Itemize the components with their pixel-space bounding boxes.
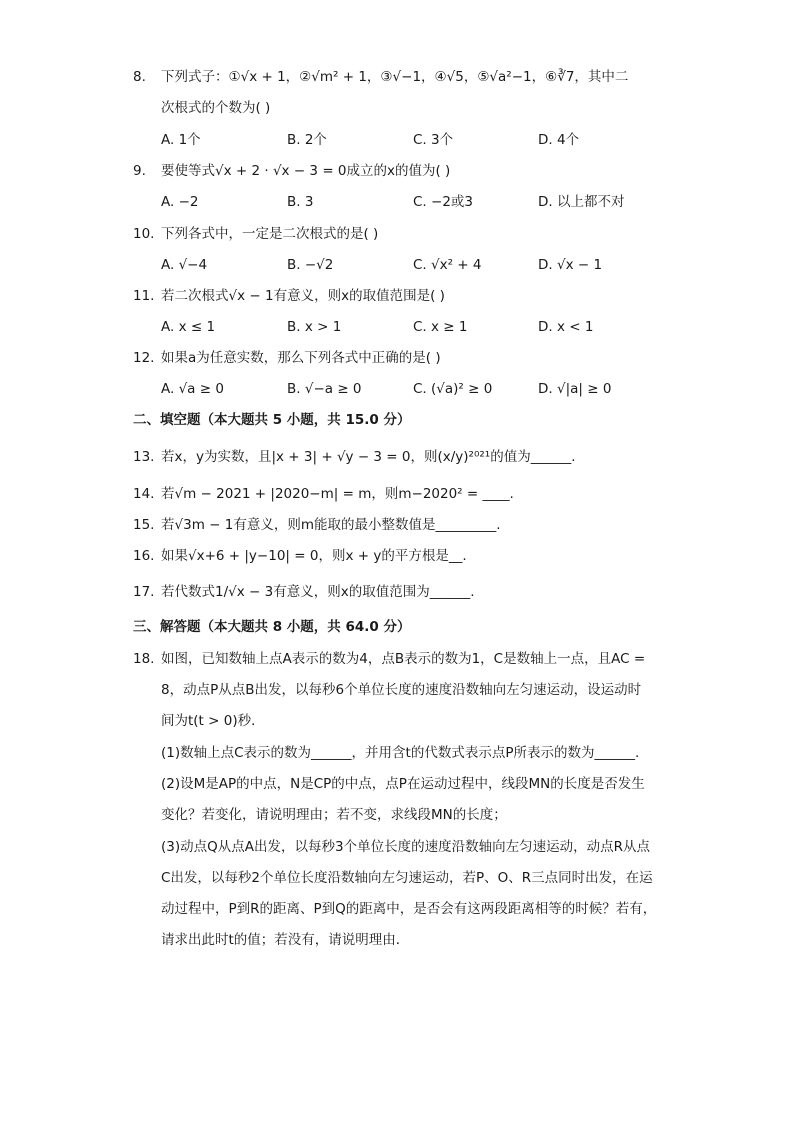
question-text: 间为t(t > 0)秒． [161, 713, 265, 729]
question-text: 若√3m − 1有意义，则m能取的最小整数值是_________. [161, 517, 501, 533]
question-text: 次根式的个数为( ) [161, 100, 271, 116]
question-number: 17. [133, 584, 155, 600]
question-text: 要使等式√x + 2 · √x − 3 = 0成立的x的值为( ) [161, 163, 451, 179]
sub-question: (2)设M是AP的中点，N是CP的中点，点P在运动过程中，线段MN的长度是否发生 [161, 776, 645, 792]
question-number: 14. [133, 486, 155, 502]
sub-question: (1)数轴上点C表示的数为______，并用含t的代数式表示点P所表示的数为______. [161, 745, 640, 761]
question-text: 若二次根式√x − 1有意义，则x的取值范围是( ) [161, 288, 445, 304]
question-number: 13. [133, 449, 155, 465]
question-text: 8，动点P从点B出发，以每秒6个单位长度的速度沿数轴向左匀速运动，设运动时 [161, 682, 642, 698]
option-b: B. −√2 [287, 257, 334, 273]
option-b: B. √−a ≥ 0 [287, 381, 362, 397]
option-b: B. 2个 [287, 132, 327, 148]
section-heading: 三、解答题（本大题共 8 小题，共 64.0 分） [133, 619, 411, 635]
option-c: C. −2或3 [413, 194, 473, 210]
question-number: 9. [133, 163, 146, 179]
question-text: 下列各式中，一定是二次根式的是( ) [161, 226, 379, 242]
sub-question: (3)动点Q从点A出发，以每秒3个单位长度的速度沿数轴向左匀速运动，动点R从点 [161, 839, 650, 855]
sub-question: 请求出此时t的值；若没有，请说明理由． [161, 932, 410, 948]
option-c: C. x ≥ 1 [413, 319, 468, 335]
option-a: A. 1个 [161, 132, 201, 148]
question-number: 16. [133, 548, 155, 564]
option-c: C. (√a)² ≥ 0 [413, 381, 493, 397]
question-number: 12. [133, 350, 155, 366]
question-number: 18. [133, 651, 155, 667]
sub-question: 变化？若变化，请说明理由；若不变，求线段MN的长度； [161, 807, 507, 823]
question-number: 11. [133, 288, 155, 304]
question-text: 如果a为任意实数，那么下列各式中正确的是( ) [161, 350, 441, 366]
question-text: 若代数式1/√x − 3有意义，则x的取值范围为______. [161, 584, 475, 600]
option-c: C. 3个 [413, 132, 454, 148]
option-d: D. √|a| ≥ 0 [538, 381, 612, 397]
section-heading: 二、填空题（本大题共 5 小题，共 15.0 分） [133, 412, 411, 428]
option-d: D. √x − 1 [538, 257, 603, 273]
option-d: D. 以上都不对 [538, 194, 625, 210]
question-number: 8. [133, 69, 146, 85]
question-text: 如图，已知数轴上点A表示的数为4，点B表示的数为1，C是数轴上一点，且AC = [161, 651, 646, 667]
option-b: B. 3 [287, 194, 314, 210]
option-c: C. √x² + 4 [413, 257, 482, 273]
question-text: 如果√x+6 + |y−10| = 0，则x + y的平方根是__. [161, 548, 467, 564]
question-text: 若√m − 2021 + |2020−m| = m，则m−2020² = ____. [161, 486, 514, 502]
sub-question: 动过程中，P到R的距离、P到Q的距离中，是否会有这两段距离相等的时候？若有， [161, 901, 657, 917]
sub-question: C出发，以每秒2个单位长度沿数轴向左匀速运动，若P、O、R三点同时出发，在运 [161, 870, 653, 886]
question-text: 下列式子：①√x + 1，②√m² + 1，③√−1，④√5，⑤√a²−1，⑥∛7，其中二 [161, 69, 629, 85]
option-a: A. x ≤ 1 [161, 319, 216, 335]
question-number: 15. [133, 517, 155, 533]
question-number: 10. [133, 226, 155, 242]
option-d: D. 4个 [538, 132, 580, 148]
option-a: A. √a ≥ 0 [161, 381, 224, 397]
option-a: A. −2 [161, 194, 199, 210]
option-d: D. x < 1 [538, 319, 594, 335]
option-b: B. x > 1 [287, 319, 342, 335]
option-a: A. √−4 [161, 257, 208, 273]
question-text: 若x，y为实数，且|x + 3| + √y − 3 = 0，则(x/y)²⁰²¹的值为______. [161, 449, 576, 465]
